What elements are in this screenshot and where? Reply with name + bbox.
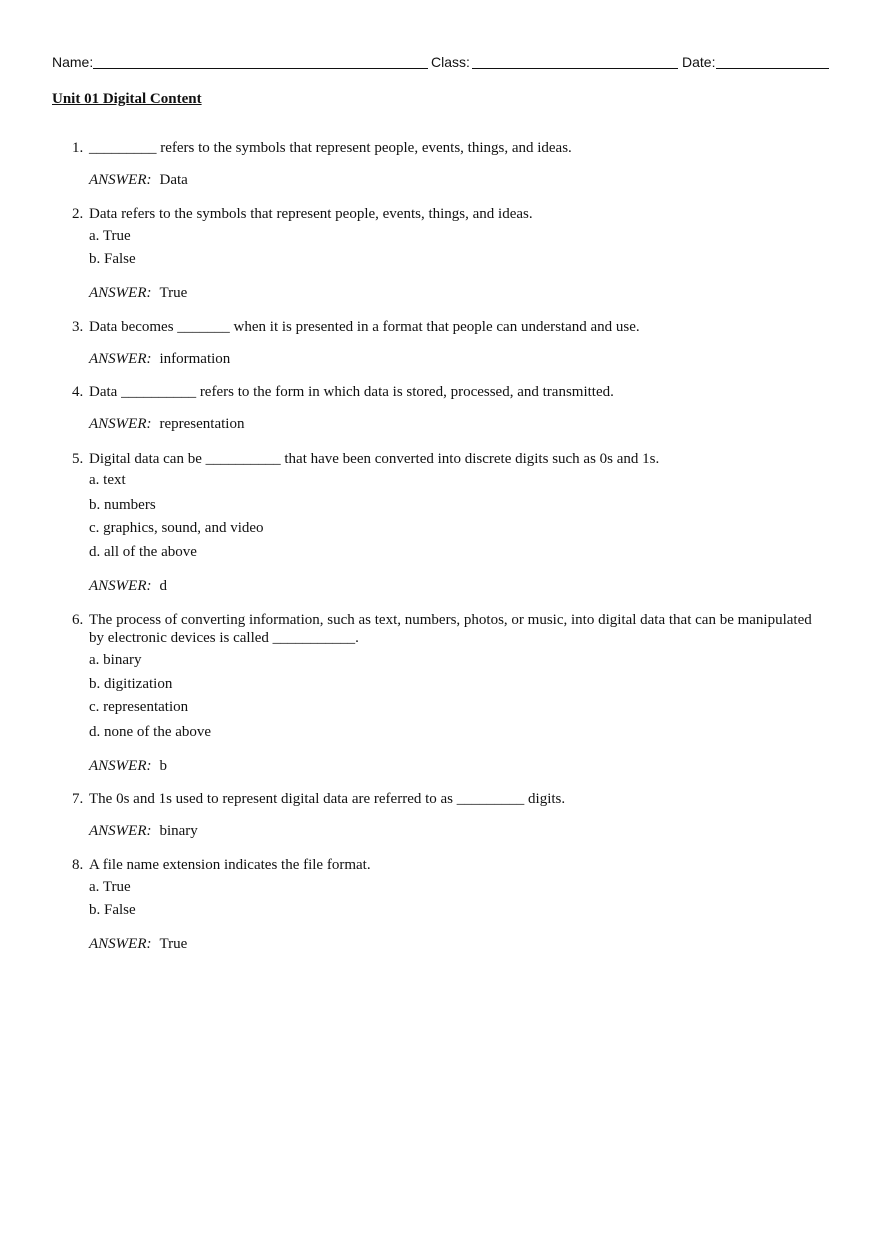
question-text: Data __________ refers to the form in which data is stored, processed, and transmitted. xyxy=(89,384,614,400)
question-number: 1. xyxy=(72,140,84,156)
answer-value: d xyxy=(159,578,167,594)
question-number: 7. xyxy=(72,791,84,807)
class-line xyxy=(472,68,678,69)
question-number: 6. xyxy=(72,612,84,628)
option: d. all of the above xyxy=(89,544,197,560)
option: c. representation xyxy=(89,699,189,715)
question-5 xyxy=(72,450,812,468)
question-number: 3. xyxy=(72,319,84,335)
answer-label: ANSWER: xyxy=(89,416,152,432)
answer-label: ANSWER: xyxy=(89,936,152,952)
question-number: 5. xyxy=(72,451,84,467)
answer-2 xyxy=(89,284,187,302)
question-text: The 0s and 1s used to represent digital data are referred to as _________ digits. xyxy=(89,791,566,807)
answer-label: ANSWER: xyxy=(89,578,152,594)
answer-1 xyxy=(89,171,188,189)
answer-4 xyxy=(89,415,244,433)
option: b. False xyxy=(89,251,136,267)
question-6 xyxy=(72,611,812,647)
date-label: Date: xyxy=(682,54,716,70)
question-text: The process of converting information, such as text, numbers, photos, or music, into digital data that can be manipulated by electronic devices is called ___________. xyxy=(89,612,812,646)
question-text: Data becomes _______ when it is presented in a format that people can understand and use. xyxy=(89,319,640,335)
option: a. True xyxy=(89,228,131,244)
answer-label: ANSWER: xyxy=(89,351,152,367)
answer-value: True xyxy=(159,285,188,301)
answer-value: b xyxy=(159,758,167,774)
option: b. numbers xyxy=(89,497,156,513)
name-line xyxy=(93,68,428,69)
option: d. none of the above xyxy=(89,724,212,740)
date-line xyxy=(716,68,829,69)
question-text: Digital data can be __________ that have been converted into discrete digits such as 0s and 1s. xyxy=(89,451,660,467)
question-1 xyxy=(72,139,812,157)
question-text: _________ refers to the symbols that represent people, events, things, and ideas. xyxy=(89,140,572,156)
question-number: 8. xyxy=(72,857,84,873)
option: b. digitization xyxy=(89,676,173,692)
answer-label: ANSWER: xyxy=(89,172,152,188)
page-title: Unit 01 Digital Content xyxy=(52,91,202,107)
class-label: Class: xyxy=(431,54,470,70)
option: b. False xyxy=(89,902,136,918)
name-label: Name: xyxy=(52,54,94,70)
question-text: Data refers to the symbols that represent people, events, things, and ideas. xyxy=(89,206,533,222)
answer-6 xyxy=(89,757,167,775)
answer-value: binary xyxy=(159,823,198,839)
question-number: 2. xyxy=(72,206,84,222)
option: a. text xyxy=(89,472,126,488)
question-2 xyxy=(72,205,812,223)
question-7 xyxy=(72,790,812,808)
option: c. graphics, sound, and video xyxy=(89,520,264,536)
answer-value: True xyxy=(159,936,188,952)
answer-label: ANSWER: xyxy=(89,823,152,839)
option: a. binary xyxy=(89,652,142,668)
question-number: 4. xyxy=(72,384,84,400)
answer-5 xyxy=(89,577,167,595)
option: a. True xyxy=(89,879,131,895)
question-text: A file name extension indicates the file format. xyxy=(89,857,371,873)
question-3 xyxy=(72,318,812,336)
answer-label: ANSWER: xyxy=(89,285,152,301)
answer-value: Data xyxy=(159,172,188,188)
answer-3 xyxy=(89,350,230,368)
question-4 xyxy=(72,383,812,401)
answer-value: information xyxy=(159,351,231,367)
answer-8 xyxy=(89,935,187,953)
worksheet-header xyxy=(52,53,829,71)
question-8 xyxy=(72,856,812,874)
answer-label: ANSWER: xyxy=(89,758,152,774)
answer-7 xyxy=(89,822,198,840)
answer-value: representation xyxy=(159,416,245,432)
